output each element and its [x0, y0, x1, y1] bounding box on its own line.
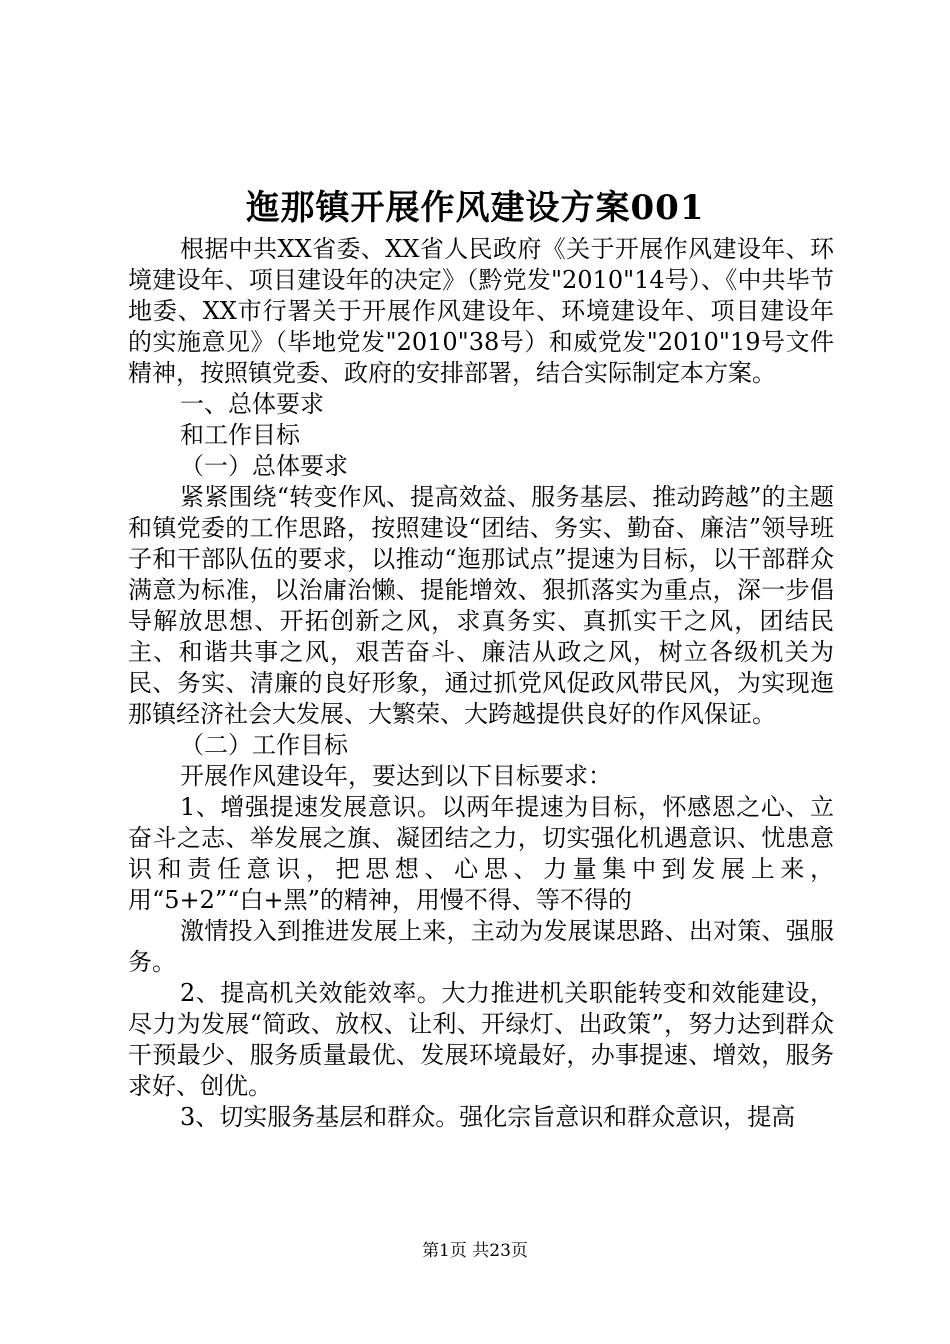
section-heading-continuation: 和工作目标: [180, 421, 300, 449]
paragraph: 激情投入到推进发展上来，主动为发展谋思路、出对策、强服务。: [128, 917, 834, 976]
paragraph: 3、切实服务基层和群众。强化宗旨意识和群众意识，提高: [180, 1103, 796, 1131]
page-footer: 第1页 共23页: [422, 1241, 528, 1261]
subsection-heading: （一）总体要求: [180, 452, 348, 480]
document-body: [128, 234, 834, 1133]
paragraph: 开展作风建设年，要达到以下目标要求：: [180, 762, 612, 790]
paragraph: 1、增强提速发展意识。以两年提速为目标，怀感恩之心、立奋斗之志、举发展之旗、凝团结之力，切实强化机遇意识、忧患意识和责任意识，把思想、心思、力量集中到发展上来，用“5+2”“白+黑”的精神，用慢不得、等不得的: [128, 793, 834, 914]
paragraph: 紧紧围绕“转变作风、提高效益、服务基层、推动跨越”的主题和镇党委的工作思路，按照建设“团结、务实、勤奋、廉洁”领导班子和干部队伍的要求，以推动“迤那试点”提速为目标，以干部群众满意为标准，以治庸治懒、提能增效、狠抓落实为重点，深一步倡导解放思想、开拓创新之风，求真务实、真抓实干之风，团结民主、和谐共事之风，艰苦奋斗、廉洁从政之风，树立各级机关为民、务实、清廉的良好形象，通过抓党风促政风带民风，为实现迤那镇经济社会大发展、大繁荣、大跨越提供良好的作风保证。: [128, 483, 834, 728]
paragraph: 根据中共XX省委、XX省人民政府《关于开展作风建设年、环境建设年、项目建设年的决定》（黔党发"2010"14号）、《中共毕节地委、XX市行署关于开展作风建设年、环境建设年、项目建设年的实施意见》（毕地党发"2010"38号）和威党发"2010"19号文件精神，按照镇党委、政府的安排部署，结合实际制定本方案。: [128, 235, 834, 387]
document-title: 迤那镇开展作风建设方案001: [245, 188, 705, 228]
subsection-heading: （二）工作目标: [180, 731, 348, 759]
section-heading: 一、总体要求: [180, 390, 324, 418]
paragraph: 2、提高机关效能效率。大力推进机关职能转变和效能建设，尽力为发展“简政、放权、让利、开绿灯、出政策”，努力达到群众干预最少、服务质量最优、发展环境最好，办事提速、增效，服务求好、创优。: [128, 979, 834, 1100]
